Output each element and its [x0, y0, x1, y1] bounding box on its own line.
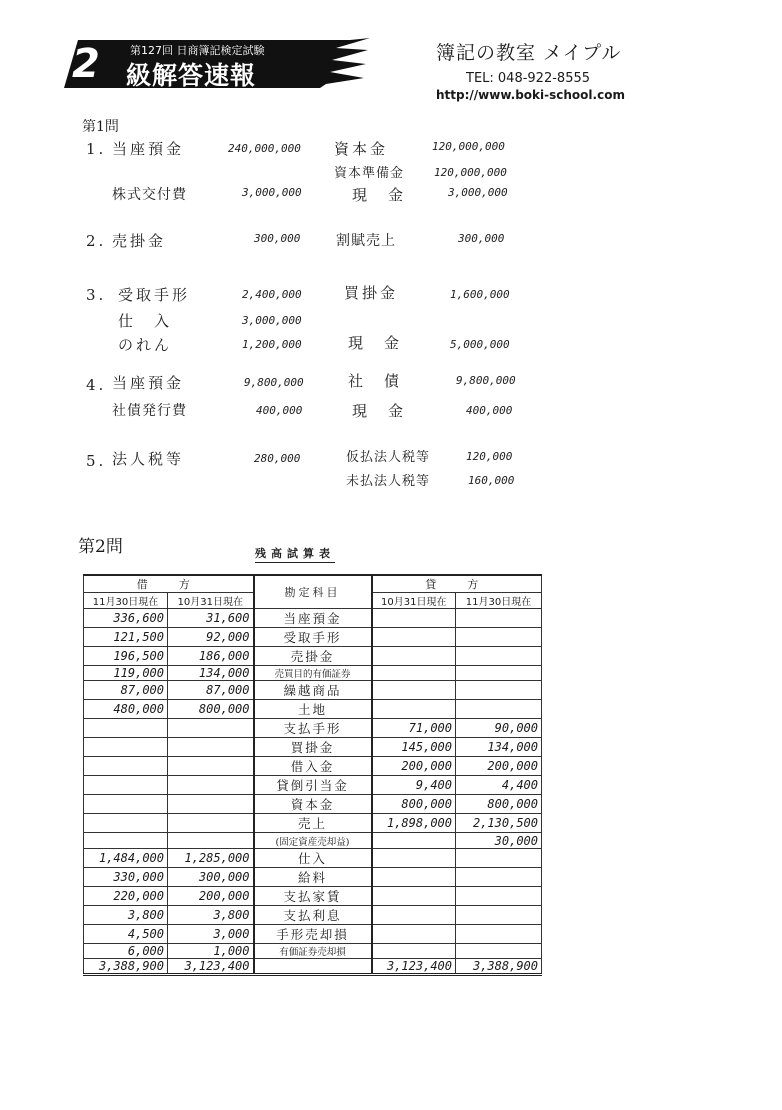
- credit-nov-cell: [456, 681, 542, 700]
- debit-oct-cell: 300,000: [168, 867, 254, 886]
- q1-credit-account: 割賦売上: [336, 233, 396, 249]
- table-row: [84, 719, 542, 738]
- credit-nov-cell: [456, 666, 542, 681]
- table-row: [84, 700, 542, 719]
- q1-credit-amount: 9,800,000: [456, 374, 516, 387]
- debit-nov-cell: 4,500: [84, 924, 168, 943]
- debit-oct-cell: 3,000: [168, 924, 254, 943]
- credit-col-oct: 10月31日現在: [372, 593, 456, 609]
- q1-debit-amount: 9,800,000: [244, 376, 304, 389]
- debit-nov-cell: 330,000: [84, 867, 168, 886]
- debit-nov-cell: 3,800: [84, 905, 168, 924]
- credit-oct-cell: 145,000: [372, 738, 456, 757]
- debit-nov-cell: 119,000: [84, 666, 168, 681]
- account-cell: 土地: [254, 700, 372, 719]
- debit-nov-cell: [84, 757, 168, 776]
- school-tel: TEL: 048-922-8555: [466, 71, 591, 86]
- debit-oct-cell: [168, 833, 254, 848]
- debit-oct-cell: 1,285,000: [168, 848, 254, 867]
- banner-exam-name: 第127回 日商簿記検定試験: [130, 44, 265, 57]
- account-cell: 資本金: [254, 795, 372, 814]
- q1-entry-number: 4.: [86, 376, 107, 394]
- q1-credit-amount: 300,000: [458, 232, 505, 245]
- total-c-nov-cell: 3,388,900: [456, 959, 542, 975]
- debit-col-nov: 11月30日現在: [84, 593, 168, 609]
- credit-oct-cell: [372, 867, 456, 886]
- account-header: 勘定科目: [254, 575, 372, 609]
- debit-oct-cell: [168, 814, 254, 833]
- q1-debit-amount: 3,000,000: [242, 186, 302, 199]
- q1-credit-account: 現 金: [352, 186, 407, 204]
- q1-credit-amount: 5,000,000: [450, 338, 510, 351]
- credit-nov-cell: [456, 943, 542, 958]
- q1-credit-amount: 400,000: [466, 404, 513, 417]
- school-name: 簿記の教室 メイプル: [436, 42, 622, 64]
- q1-debit-amount: 400,000: [256, 404, 303, 417]
- credit-nov-cell: [456, 886, 542, 905]
- credit-oct-cell: 9,400: [372, 776, 456, 795]
- q1-credit-amount: 160,000: [468, 474, 515, 487]
- credit-nov-cell: 4,400: [456, 776, 542, 795]
- credit-oct-cell: [372, 666, 456, 681]
- total-account-cell: [254, 959, 372, 975]
- q1-debit-amount: 3,000,000: [242, 314, 302, 327]
- debit-oct-cell: 31,600: [168, 609, 254, 628]
- q1-debit-amount: 240,000,000: [228, 142, 301, 155]
- credit-oct-cell: 800,000: [372, 795, 456, 814]
- credit-oct-cell: [372, 833, 456, 848]
- debit-nov-cell: [84, 776, 168, 795]
- debit-oct-cell: 134,000: [168, 666, 254, 681]
- q1-debit-account: 当座預金: [112, 374, 185, 392]
- debit-nov-cell: [84, 833, 168, 848]
- account-cell: 借入金: [254, 757, 372, 776]
- debit-oct-cell: 92,000: [168, 628, 254, 647]
- credit-nov-cell: 800,000: [456, 795, 542, 814]
- credit-oct-cell: [372, 628, 456, 647]
- q1-credit-amount: 120,000: [466, 450, 513, 463]
- total-d-oct-cell: 3,123,400: [168, 959, 254, 975]
- school-info: [436, 38, 646, 102]
- q1-entry-number: 5.: [86, 452, 107, 470]
- credit-oct-cell: 71,000: [372, 719, 456, 738]
- table-row: [84, 776, 542, 795]
- table-row: [84, 609, 542, 628]
- q1-debit-account: 仕 入: [118, 312, 173, 330]
- banner-title: 級解答速報: [126, 61, 257, 90]
- q1-credit-account: 現 金: [348, 334, 403, 352]
- q1-credit-account: 資本金: [334, 140, 389, 158]
- debit-nov-cell: 336,600: [84, 609, 168, 628]
- account-cell: 売掛金: [254, 647, 372, 666]
- account-cell: 受取手形: [254, 628, 372, 647]
- credit-oct-cell: [372, 609, 456, 628]
- q1-credit-amount: 3,000,000: [448, 186, 508, 199]
- q1-credit-account: 未払法人税等: [346, 474, 431, 489]
- account-cell: 売買目的有価証券: [254, 666, 372, 681]
- debit-nov-cell: [84, 738, 168, 757]
- table-row: [84, 666, 542, 681]
- debit-oct-cell: 186,000: [168, 647, 254, 666]
- credit-header: 貸 方: [372, 575, 542, 593]
- debit-oct-cell: 800,000: [168, 700, 254, 719]
- q1-credit-account: 仮払法人税等: [346, 450, 431, 465]
- debit-oct-cell: 1,000: [168, 943, 254, 958]
- q1-credit-amount: 1,600,000: [450, 288, 510, 301]
- debit-oct-cell: 3,800: [168, 905, 254, 924]
- credit-oct-cell: [372, 924, 456, 943]
- debit-oct-cell: [168, 757, 254, 776]
- account-cell: 有価証券売却損: [254, 943, 372, 958]
- school-url[interactable]: http://www.boki-school.com: [436, 88, 625, 102]
- q1-credit-account: 資本準備金: [334, 166, 405, 181]
- debit-col-oct: 10月31日現在: [168, 593, 254, 609]
- q1-debit-amount: 300,000: [254, 232, 301, 245]
- table-row: [84, 795, 542, 814]
- q1-entry-number: 3.: [86, 286, 107, 304]
- credit-oct-cell: [372, 700, 456, 719]
- credit-col-nov: 11月30日現在: [456, 593, 542, 609]
- credit-nov-cell: [456, 700, 542, 719]
- q1-debit-amount: 280,000: [254, 452, 301, 465]
- table-row: [84, 886, 542, 905]
- credit-nov-cell: 200,000: [456, 757, 542, 776]
- account-cell: 買掛金: [254, 738, 372, 757]
- q1-debit-account: 株式交付費: [112, 187, 187, 203]
- account-cell: 繰越商品: [254, 681, 372, 700]
- credit-nov-cell: [456, 905, 542, 924]
- debit-nov-cell: 220,000: [84, 886, 168, 905]
- table-row: [84, 848, 542, 867]
- table-row: [84, 833, 542, 848]
- credit-oct-cell: [372, 905, 456, 924]
- q2-title: 第2問: [78, 537, 123, 557]
- q1-credit-amount: 120,000,000: [432, 140, 505, 153]
- account-cell: 支払家賃: [254, 886, 372, 905]
- credit-oct-cell: [372, 886, 456, 905]
- credit-oct-cell: 1,898,000: [372, 814, 456, 833]
- credit-nov-cell: 90,000: [456, 719, 542, 738]
- debit-nov-cell: [84, 795, 168, 814]
- credit-nov-cell: [456, 924, 542, 943]
- table-row: [84, 681, 542, 700]
- q1-debit-amount: 1,200,000: [242, 338, 302, 351]
- banner-grade-number: 2: [72, 41, 100, 87]
- table-row: [84, 814, 542, 833]
- credit-nov-cell: [456, 628, 542, 647]
- debit-nov-cell: 121,500: [84, 628, 168, 647]
- q1-debit-account: 受取手形: [118, 286, 191, 304]
- debit-nov-cell: [84, 814, 168, 833]
- credit-oct-cell: [372, 848, 456, 867]
- q1-entry-number: 1.: [86, 140, 107, 158]
- q1-debit-account: 社債発行費: [112, 403, 187, 419]
- account-cell: 支払利息: [254, 905, 372, 924]
- table-row: [84, 757, 542, 776]
- credit-nov-cell: 30,000: [456, 833, 542, 848]
- total-d-nov-cell: 3,388,900: [84, 959, 168, 975]
- total-c-oct-cell: 3,123,400: [372, 959, 456, 975]
- debit-nov-cell: [84, 719, 168, 738]
- credit-nov-cell: 2,130,500: [456, 814, 542, 833]
- debit-nov-cell: 1,484,000: [84, 848, 168, 867]
- q1-debit-account: 当座預金: [112, 140, 185, 158]
- debit-nov-cell: 480,000: [84, 700, 168, 719]
- credit-nov-cell: [456, 848, 542, 867]
- debit-oct-cell: 87,000: [168, 681, 254, 700]
- credit-oct-cell: [372, 647, 456, 666]
- account-cell: 当座預金: [254, 609, 372, 628]
- table-row: [84, 867, 542, 886]
- debit-nov-cell: 196,500: [84, 647, 168, 666]
- q1-debit-amount: 2,400,000: [242, 288, 302, 301]
- table-row: [84, 628, 542, 647]
- credit-oct-cell: [372, 681, 456, 700]
- account-cell: (固定資産売却益): [254, 833, 372, 848]
- debit-oct-cell: [168, 738, 254, 757]
- debit-oct-cell: [168, 795, 254, 814]
- credit-nov-cell: [456, 609, 542, 628]
- q1-debit-account: 売掛金: [112, 232, 167, 250]
- account-cell: 仕入: [254, 848, 372, 867]
- debit-oct-cell: 200,000: [168, 886, 254, 905]
- table-row: [84, 905, 542, 924]
- account-cell: 手形売却損: [254, 924, 372, 943]
- table-row: [84, 738, 542, 757]
- account-cell: 支払手形: [254, 719, 372, 738]
- debit-nov-cell: 87,000: [84, 681, 168, 700]
- table-row: [84, 924, 542, 943]
- table-row: [84, 647, 542, 666]
- debit-header: 借 方: [84, 575, 254, 593]
- trial-balance-table: [83, 574, 542, 976]
- q1-entry-number: 2.: [86, 232, 107, 250]
- table-row: [84, 943, 542, 958]
- q1-credit-amount: 120,000,000: [434, 166, 507, 179]
- debit-oct-cell: [168, 719, 254, 738]
- answer-banner: [64, 38, 370, 90]
- debit-nov-cell: 6,000: [84, 943, 168, 958]
- account-cell: 給料: [254, 867, 372, 886]
- q1-title: 第1問: [82, 119, 119, 135]
- credit-oct-cell: [372, 943, 456, 958]
- debit-oct-cell: [168, 776, 254, 795]
- trial-balance-title: 残高試算表: [255, 545, 335, 563]
- q1-debit-account: のれん: [118, 336, 173, 354]
- totals-row: [84, 959, 542, 975]
- credit-oct-cell: 200,000: [372, 757, 456, 776]
- credit-nov-cell: [456, 867, 542, 886]
- q1-credit-account: 社 債: [348, 372, 403, 390]
- q1-credit-account: 現 金: [352, 402, 407, 420]
- credit-nov-cell: 134,000: [456, 738, 542, 757]
- credit-nov-cell: [456, 647, 542, 666]
- account-cell: 貸倒引当金: [254, 776, 372, 795]
- q1-credit-account: 買掛金: [344, 284, 399, 302]
- q1-debit-account: 法人税等: [112, 450, 185, 468]
- account-cell: 売上: [254, 814, 372, 833]
